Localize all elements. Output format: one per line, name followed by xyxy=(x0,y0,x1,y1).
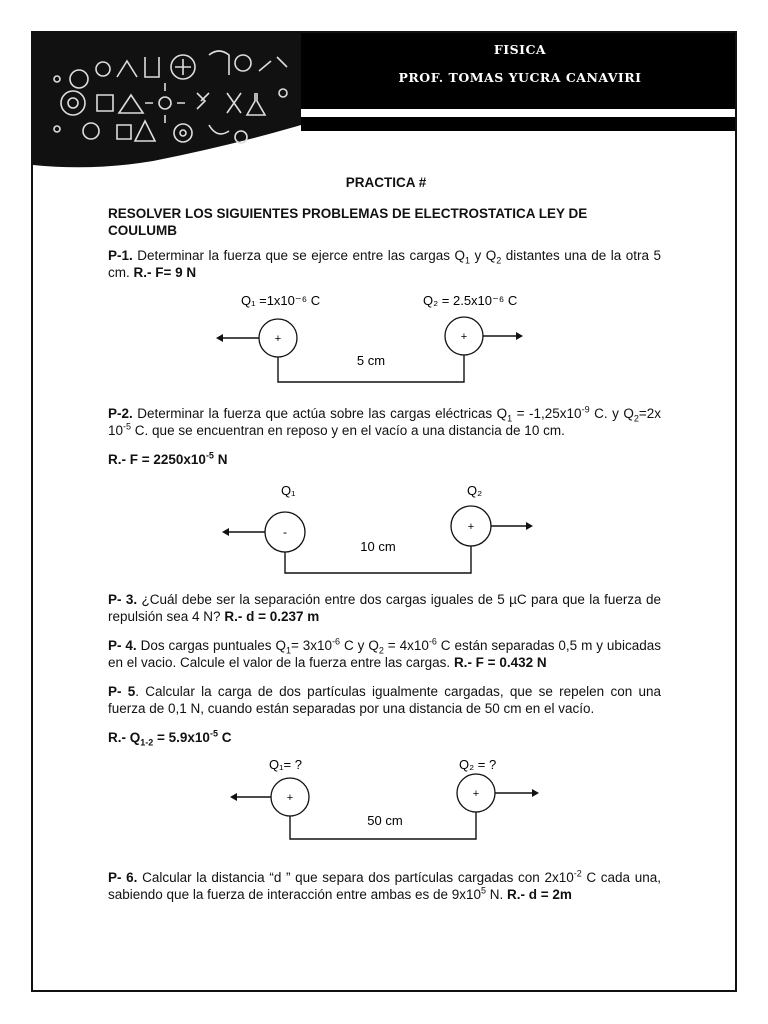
arrow-head xyxy=(222,528,229,536)
problem-label: P-1. xyxy=(108,248,133,263)
svg-text:+: + xyxy=(467,521,475,533)
charge-label: Q₂ = ? xyxy=(459,757,497,772)
svg-text:+: + xyxy=(286,792,294,804)
problem-5-answer: R.- $Q_{1-2} = 5.9x10^{-5}$ C xyxy=(108,728,232,748)
page-frame xyxy=(31,31,737,992)
problem-6: P- 6. Calcular la distancia “d ” que separa dos partículas cargadas con $2x10^{-2}$ C cada una, sabiendo que la fuerza de interacción entre ambas es de $9x10^5$ N. R.- d = 2m xyxy=(108,868,661,902)
distance-label: 50 cm xyxy=(367,813,403,828)
arrow-head xyxy=(526,522,533,530)
problem-answer: R.- F= 9 N xyxy=(133,265,197,280)
charge-label: Q₁= ? xyxy=(269,757,302,772)
problem-1: P-1. Determinar la fuerza que se ejerce entre las cargas $Q_1$ y $Q_2$ distantes una de la otra 5 cm. R.- F= 9 N xyxy=(108,248,661,280)
problem-label: P- 3. xyxy=(108,592,138,607)
header-professor: PROF. TOMAS YUCRA CANAVIRI xyxy=(398,70,642,85)
charges-diagram-2 xyxy=(33,481,737,577)
svg-text:+: + xyxy=(472,788,480,800)
distance-label: 10 cm xyxy=(360,539,396,554)
problem-3: P- 3. ¿Cuál debe ser la separación entre dos cargas iguales de 5 µC para que la fuerza de repulsión sea 4 N? R.- d = 0.237 m xyxy=(108,592,661,624)
svg-text:+: + xyxy=(274,333,282,345)
page-subtitle: RESOLVER LOS SIGUIENTES PROBLEMAS DE ELECTROSTATICA LEY DE COULUMB xyxy=(108,206,588,238)
science-icons-banner xyxy=(33,33,301,171)
problem-label: P- 6. xyxy=(108,870,138,885)
problem-4: P- 4. Dos cargas puntuales $Q_1= 3x10^{-6}$ C y $Q_2 = 4x10^{-6}$ C están separadas 0,5 m y ubicadas en el vacio. Calcule el valor de la fuerza entre las cargas. R.- F = 0.432 N xyxy=(108,636,661,670)
problem-2-answer: R.- $F = 2250x10^{-5}$ N xyxy=(108,450,228,467)
distance-label: 5 cm xyxy=(356,353,386,368)
header-black-bar xyxy=(301,117,737,131)
svg-text:-: - xyxy=(283,525,287,539)
problem-answer: R.- d = 0.237 m xyxy=(224,609,320,624)
charge-label: Q₂ xyxy=(467,483,483,498)
arrow-head xyxy=(230,793,237,801)
problem-label: P- 5 xyxy=(108,684,136,699)
arrow-head xyxy=(216,334,223,342)
page-title: PRACTICA # xyxy=(345,175,427,190)
arrow-head xyxy=(532,789,539,797)
charges-diagram-3 xyxy=(33,755,737,845)
arrow-head xyxy=(516,332,523,340)
problem-label: P-2. xyxy=(108,406,133,421)
header-subject: FISICA xyxy=(493,42,547,57)
charges-diagram-1 xyxy=(33,289,737,389)
problem-label: P- 4. xyxy=(108,638,137,653)
charge-label: Q₁ =1x10⁻⁶ C xyxy=(241,293,321,308)
problem-5: P- 5. Calcular la carga de dos partículas igualmente cargadas, que se repelen con una fuerza de 0,1 N, cuando están separadas por una distancia de 50 cm en el vacío. xyxy=(108,684,661,716)
problem-answer: R.- d = 2m xyxy=(507,887,572,902)
charge-label: Q₁ xyxy=(281,483,296,498)
charge-label: Q₂ = 2.5x10⁻⁶ C xyxy=(423,293,518,308)
svg-text:+: + xyxy=(460,331,468,343)
problem-2: P-2. Determinar la fuerza que actúa sobre las cargas eléctricas $Q_1 = -1,25x10^{-9}$ C. y $Q_2=2x$ $10^{-5}$ C. que se encuentran en reposo y en el vacío a una distancia de 10 cm. xyxy=(108,404,662,438)
problem-answer: R.- F = 0.432 N xyxy=(453,655,547,670)
